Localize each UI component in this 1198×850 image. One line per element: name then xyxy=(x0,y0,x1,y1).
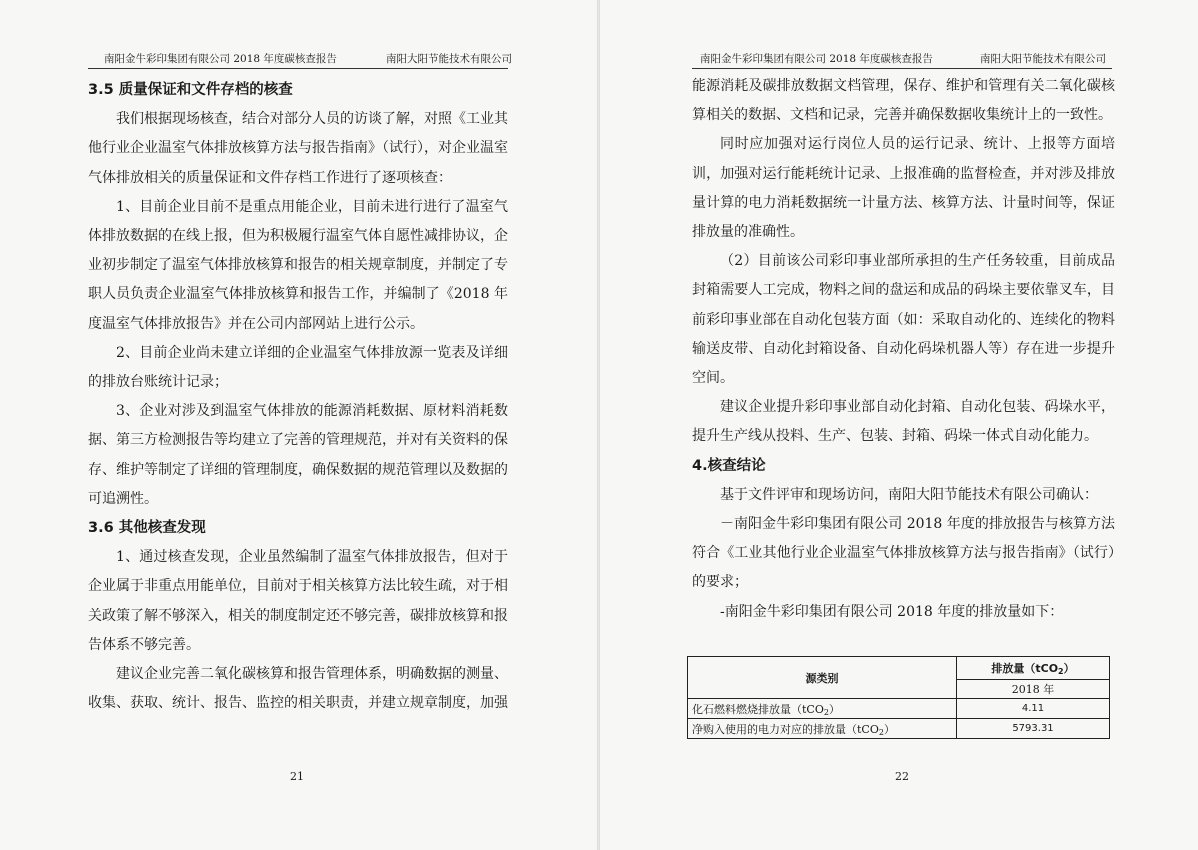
paragraph: -南阳金牛彩印集团有限公司 2018 年度的排放量如下： xyxy=(720,603,1064,620)
header-report-title: 南阳金牛彩印集团有限公司 2018 年度碳核查报告 xyxy=(104,53,337,65)
section-heading-3-6: 3.6 其他核查发现 xyxy=(88,520,206,537)
header-rule xyxy=(692,68,1112,69)
column-header-source: 源类别 xyxy=(688,657,957,699)
page-body xyxy=(692,72,1115,627)
paragraph: 我们根据现场核查，结合对部分人员的访谈了解，对照《工业其他行业企业温室气体排放核算方法与报告指南》（试行），对企业温室气体排放相关的质量保证和文件存档工作进行了逐项核查： xyxy=(88,111,508,186)
header-report-title: 南阳金牛彩印集团有限公司 2018 年度碳核查报告 xyxy=(700,53,933,65)
page-left xyxy=(0,0,598,850)
table-header-row xyxy=(688,657,1110,680)
paragraph: 建议企业完善二氧化碳核算和报告管理体系，明确数据的测量、收集、获取、统计、报告、监控的相关职责，并建立规章制度，加强 xyxy=(88,666,508,712)
row-label-electricity: 净购入使用的电力对应的排放量（tCO2） xyxy=(688,719,957,739)
header-company: 南阳大阳节能技术有限公司 xyxy=(980,53,1106,65)
page-body xyxy=(88,76,508,718)
paragraph: 1、目前企业目前不是重点用能企业，目前未进行进行了温室气体排放数据的在线上报，但为积极履行温室气体自愿性减排协议，企业初步制定了温室气体排放核算和报告的相关规章制度，并制定了专职人员负责企业温室气体排放核算和报告工作，并编制了《2018 年度温室气体排放报告》并在公司内部网站上进行公示。 xyxy=(88,198,508,332)
section-heading-4: 4.核查结论 xyxy=(692,457,766,474)
section-heading-3-5: 3.5 质量保证和文件存档的核查 xyxy=(88,82,293,98)
row-value-fossil: 4.11 xyxy=(957,699,1110,719)
paragraph: 基于文件评审和现场访问，南阳大阳节能技术有限公司确认： xyxy=(720,486,1098,503)
paragraph: （2）目前该公司彩印事业部所承担的生产任务较重，目前成品封箱需要人工完成，物料之间的盘运和成品的码垛主要依靠叉车，目前彩印事业部在自动化包装方面（如：采取自动化的、连续化的物料输送皮带、自动化封箱设备、自动化码垛机器人等）存在进一步提升空间。 xyxy=(692,253,1115,387)
row-value-electricity: 5793.31 xyxy=(957,719,1110,739)
page-number: 22 xyxy=(895,770,909,783)
paragraph: 1、通过核查发现，企业虽然编制了温室气体排放报告，但对于企业属于非重点用能单位，目前对于相关核算方法比较生疏，对于相关政策了解不够深入，相关的制度制定还不够完善，碳排放核算和报告体系不够完善。 xyxy=(88,549,508,653)
paragraph: －南阳金牛彩印集团有限公司 2018 年度的排放报告与核算方法符合《工业其他行业企业温室气体排放核算方法与报告指南》（试行）的要求； xyxy=(692,516,1115,591)
row-label-fossil: 化石燃料燃烧排放量（tCO2） xyxy=(688,699,957,719)
paragraph: 建议企业提升彩印事业部自动化封箱、自动化包装、码垛水平，提升生产线从投料、生产、包装、封箱、码垛一体式自动化能力。 xyxy=(692,399,1115,445)
column-header-year: 2018 年 xyxy=(957,680,1110,699)
paragraph: 3、企业对涉及到温室气体排放的能源消耗数据、原材料消耗数据、第三方检测报告等均建立了完善的管理规范，并对有关资料的保存、维护等制定了详细的管理制度，确保数据的规范管理以及数据的可追溯性。 xyxy=(88,403,508,507)
paragraph: 能源消耗及碳排放数据文档管理，保存、维护和管理有关二氧化碳核算相关的数据、文档和记录，完善并确保数据收集统计上的一致性。 xyxy=(692,78,1115,124)
table-row xyxy=(688,719,1110,739)
emissions-table xyxy=(687,656,1110,739)
header-company: 南阳大阳节能技术有限公司 xyxy=(386,53,512,65)
paragraph: 2、目前企业尚未建立详细的企业温室气体排放源一览表及详细的排放台账统计记录； xyxy=(88,344,508,391)
table-row xyxy=(688,699,1110,719)
paragraph: 同时应加强对运行岗位人员的运行记录、统计、上报等方面培训，加强对运行能耗统计记录、上报准确的监督检查，并对涉及排放量计算的电力消耗数据统一计量方法、核算方法、计量时间等，保证排放量的准确性。 xyxy=(692,136,1115,241)
header-rule xyxy=(88,68,508,69)
column-header-amount: 排放量（tCO2） xyxy=(957,657,1110,680)
page-number: 21 xyxy=(290,770,304,783)
